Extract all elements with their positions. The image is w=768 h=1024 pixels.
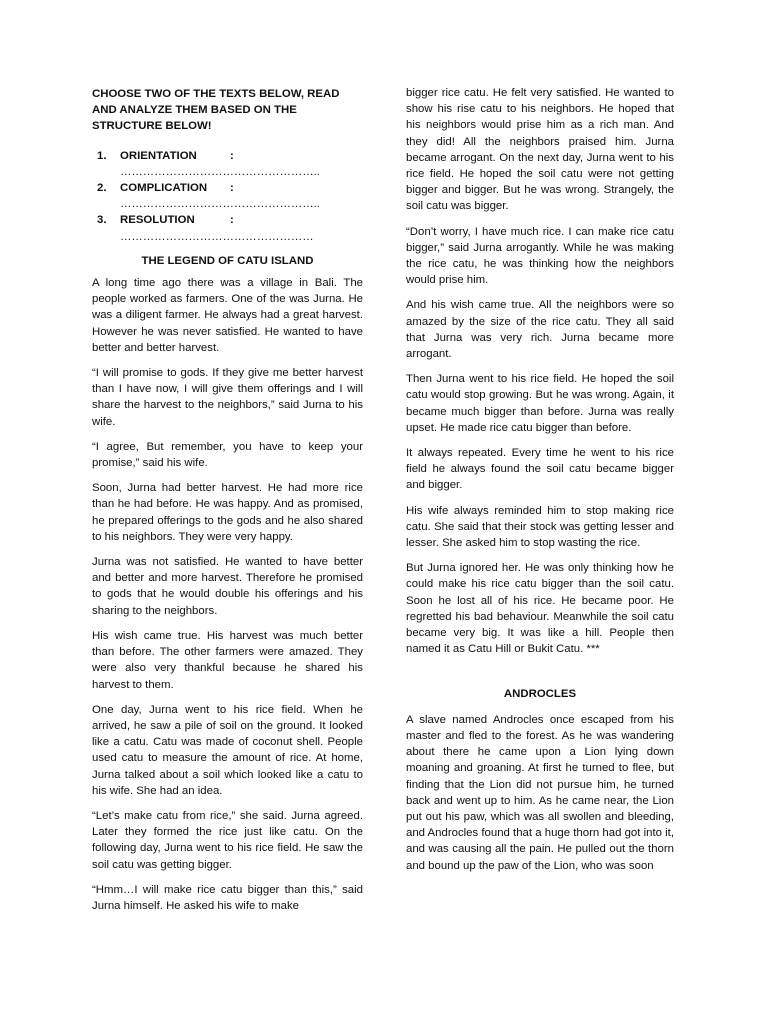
left-column	[92, 86, 363, 923]
story-paragraph: One day, Jurna went to his rice field. When he arrived, he saw a pile of soil on the ground. It looked like a catu. Catu was made of coconut shell. People used catu to measure the amount of rice. At home, Jurna talked about a soil which looked like a catu to his wife. She had an idea.	[92, 703, 363, 797]
story-paragraph: And his wish came true. All the neighbors were so amazed by the size of the rice catu. They all said that Jurna was very rich. Jurna became more arrogant.	[406, 299, 674, 361]
item-blank: ……………………………………………	[120, 230, 314, 243]
story-paragraph: Soon, Jurna had better harvest. He had more rice than he had before. He was happy. And as promised, he prepared offerings to the gods and he also shared to his neighbors. They were very happy.	[92, 482, 363, 543]
right-column	[406, 85, 674, 883]
item-colon: :	[230, 182, 234, 195]
story-paragraph: “I agree, But remember, you have to keep your promise,” said his wife.	[92, 440, 363, 470]
story-paragraph: His wish came true. His harvest was much better than before. The other farmers were amazed. They were also very thankful because he shared his harvest to them.	[92, 629, 363, 691]
story-paragraph: A long time ago there was a village in Bali. The people worked as farmers. One of the was Jurna. He was a diligent farmer. He always had a great harvest. However he was never satisfied. He wanted to have better and better harvest.	[92, 277, 363, 354]
item-number: 2.	[97, 182, 107, 195]
item-label: RESOLUTION	[120, 214, 195, 227]
story-paragraph: “Let’s make catu from rice,” she said. Jurna agreed. Later they formed the rice just like catu. On the following day, Jurna went to his rice field. He saw the soil catu was getting bigger.	[92, 809, 363, 871]
story-paragraph: “Hmm…I will make rice catu bigger than this,” said Jurna himself. He asked his wife to make	[92, 883, 363, 912]
instructions: CHOOSE TWO OF THE TEXTS BELOW, READ AND ANALYZE THEM BASED ON THE STRUCTURE BELOW!	[92, 88, 340, 133]
structure-item-resolution	[92, 212, 363, 244]
item-colon: :	[230, 214, 234, 227]
item-number: 1.	[97, 149, 107, 162]
item-blank: ……………………………………………..	[120, 198, 320, 211]
item-number: 3.	[97, 214, 107, 227]
story-paragraph: A slave named Androcles once escaped from his master and fled to the forest. As he was wandering about there he came upon a Lion lying down moaning and groaning. At first he turned to flee, but finding that the Lion did not pursue him, he turned back and went up to him. As he came near, the Lion put out his paw, which was all swollen and bleeding, and Androcles found that a huge thorn had got into it, and was causing all the pain. He pulled out the thorn and bound up the paw of the Lion, who was soon	[406, 713, 674, 872]
item-blank: ……………………………………………..	[120, 165, 320, 178]
story-paragraph: bigger rice catu. He felt very satisfied. He wanted to show his rise catu to his neighbors. He hoped that his neighbors would prise him as a rich man. And they did! All the neighbors praised him. Jurna became arrogant. On the next day, Jurna went to his rice field. He hoped the soil catu were not getting bigger and bigger. But he was wrong. Strangely, the soil catu was bigger.	[406, 87, 674, 213]
story-title-catu-island: THE LEGEND OF CATU ISLAND	[141, 254, 314, 267]
story-paragraph: Jurna was not satisfied. He wanted to have better and better and more harvest. Therefore he promised to gods that he would double his offerings and his sharing to the neighbors.	[92, 556, 363, 617]
item-colon: :	[230, 149, 234, 162]
structure-item-complication	[92, 180, 363, 212]
structure-list	[92, 148, 363, 245]
story-paragraph: His wife always reminded him to stop making rice catu. She said that their stock was getting lesser and lesser. She asked him to stop wasting the rice.	[406, 504, 674, 550]
story-title-androcles: ANDROCLES	[503, 687, 577, 700]
story-paragraph: “Don’t worry, I have much rice. I can make rice catu bigger,” said Jurna arrogantly. While he was making the rice catu, he was thinking how the neighbors would prise him.	[406, 225, 674, 287]
item-label: ORIENTATION	[120, 149, 197, 162]
story-paragraph: But Jurna ignored her. He was only thinking how he could make his rice catu bigger than the soil catu. Soon he lost all of his rice. He became poor. He regretted his bad behaviour. Meanwhile the soil catu became very big. It was like a hill. People then named it as Catu Hill or Bukit Catu. ***	[406, 562, 674, 656]
story-paragraph: Then Jurna went to his rice field. He hoped the soil catu would stop growing. But he was wrong. Again, it became much bigger than before. Jurna was really upset. He made rice catu bigger than before.	[406, 373, 674, 434]
story-paragraph: It always repeated. Every time he went to his rice field he always found the soil catu became bigger and bigger.	[406, 447, 674, 492]
story-paragraph: “I will promise to gods. If they give me better harvest than I have now, I will give them offerings and I will share the harvest to the neighbors,” said Jurna to his wife.	[92, 367, 363, 428]
item-label: COMPLICATION	[120, 182, 208, 195]
structure-item-orientation	[92, 148, 363, 180]
